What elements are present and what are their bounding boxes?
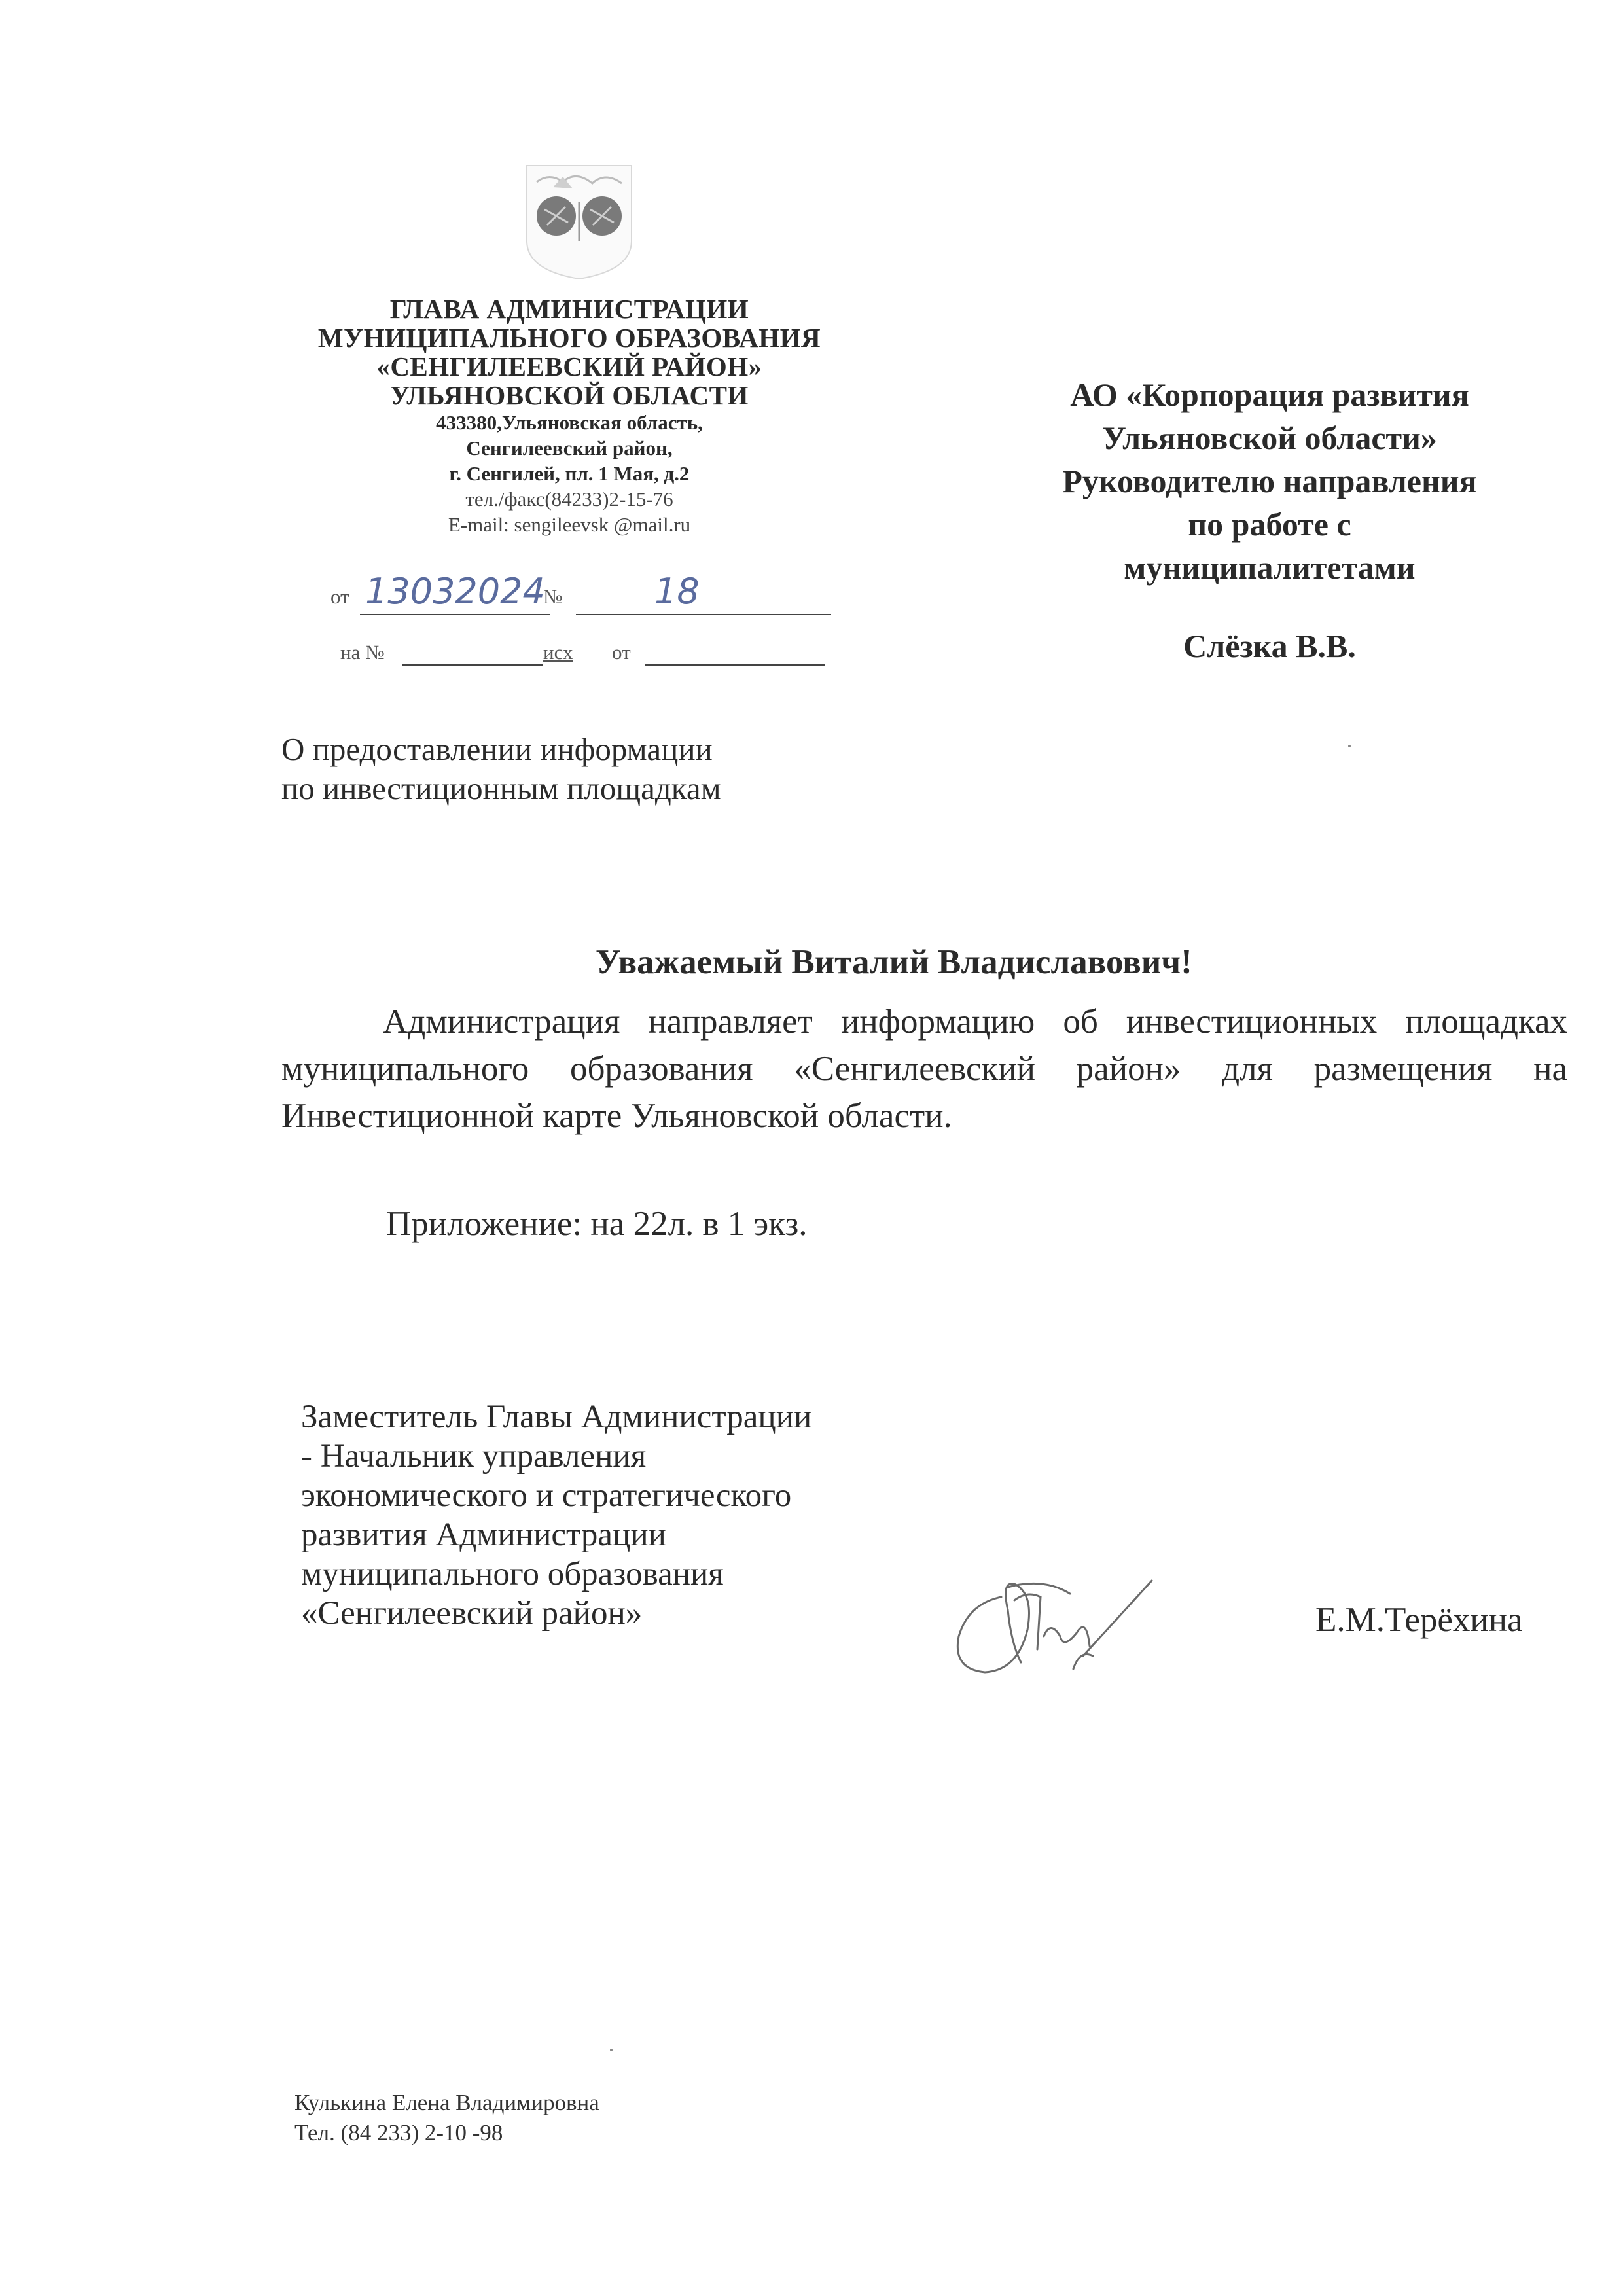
executor-phone: Тел. (84 233) 2-10 -98 xyxy=(294,2120,503,2145)
subject-line: по инвестиционным площадкам xyxy=(281,770,721,806)
handwritten-signature xyxy=(929,1558,1191,1689)
addressee-line: муниципалитетами xyxy=(1124,549,1416,586)
issuer-org-line: УЛЬЯНОВСКОЙ ОБЛАСТИ xyxy=(390,380,749,410)
reply-prefix: на № xyxy=(340,641,385,664)
number-value: 18 xyxy=(654,571,700,612)
body-paragraph: Администрация направляет информацию об инвестиционных площадках муниципального образования «Сенгилеевский район» для размещения на Инвестиционной карте Ульяновской области. xyxy=(281,1003,1567,1135)
position-line: развития Администрации xyxy=(301,1516,666,1553)
registration-line xyxy=(327,571,838,615)
addressee-line: АО «Корпорация развития xyxy=(1070,376,1469,413)
issuer-org-line: МУНИЦИПАЛЬНОГО ОБРАЗОВАНИЯ xyxy=(317,323,821,353)
subject-line: О предоставлении информации xyxy=(281,731,713,767)
addressee-line: по работе с xyxy=(1188,506,1351,543)
addressee-line: Ульяновской области» xyxy=(1102,420,1437,456)
subject-block xyxy=(281,730,721,808)
issuer-address-line: Сенгилеевский район, xyxy=(466,437,673,459)
reply-outgoing: исх xyxy=(543,641,573,664)
addressee-line: Руководителю направления xyxy=(1062,463,1477,499)
reply-reference-line xyxy=(327,638,838,671)
number-sign: № xyxy=(543,585,563,608)
date-prefix: от xyxy=(330,585,349,608)
date-value: 13032024 xyxy=(365,571,545,612)
position-line: экономического и стратегического xyxy=(301,1477,792,1514)
position-line: - Начальник управления xyxy=(301,1438,647,1475)
signer-name: Е.М.Терёхина xyxy=(1315,1601,1523,1639)
executor-block xyxy=(294,2088,599,2148)
issuer-org-line: «СЕНГИЛЕЕВСКИЙ РАЙОН» xyxy=(376,351,762,382)
issuer-phone: тел./факс(84233)2-15-76 xyxy=(465,488,673,511)
issuer-email: E-mail: sengileevsk @mail.ru xyxy=(448,513,691,536)
attachment-note: Приложение: на 22л. в 1 экз. xyxy=(386,1205,808,1243)
issuer-address-line: г. Сенгилей, пл. 1 Мая, д.2 xyxy=(449,462,690,485)
coat-of-arms-icon xyxy=(524,162,635,280)
position-line: Заместитель Главы Администрации xyxy=(301,1399,812,1435)
issuer-address-line: 433380,Ульяновская область, xyxy=(436,411,703,434)
position-line: «Сенгилеевский район» xyxy=(301,1595,643,1632)
executor-name: Кулькина Елена Владимировна xyxy=(294,2090,599,2115)
position-line: муниципального образования xyxy=(301,1556,724,1592)
issuer-org-line: ГЛАВА АДМИНИСТРАЦИИ xyxy=(389,294,749,324)
letter-body xyxy=(281,998,1567,1139)
addressee-name: Слёзка В.В. xyxy=(1183,628,1356,664)
signatory-position xyxy=(301,1397,812,1633)
issuer-header xyxy=(275,295,864,537)
reply-from: от xyxy=(612,641,631,664)
salutation: Уважаемый Виталий Владиславович! xyxy=(596,943,1192,981)
addressee-block xyxy=(962,373,1577,668)
